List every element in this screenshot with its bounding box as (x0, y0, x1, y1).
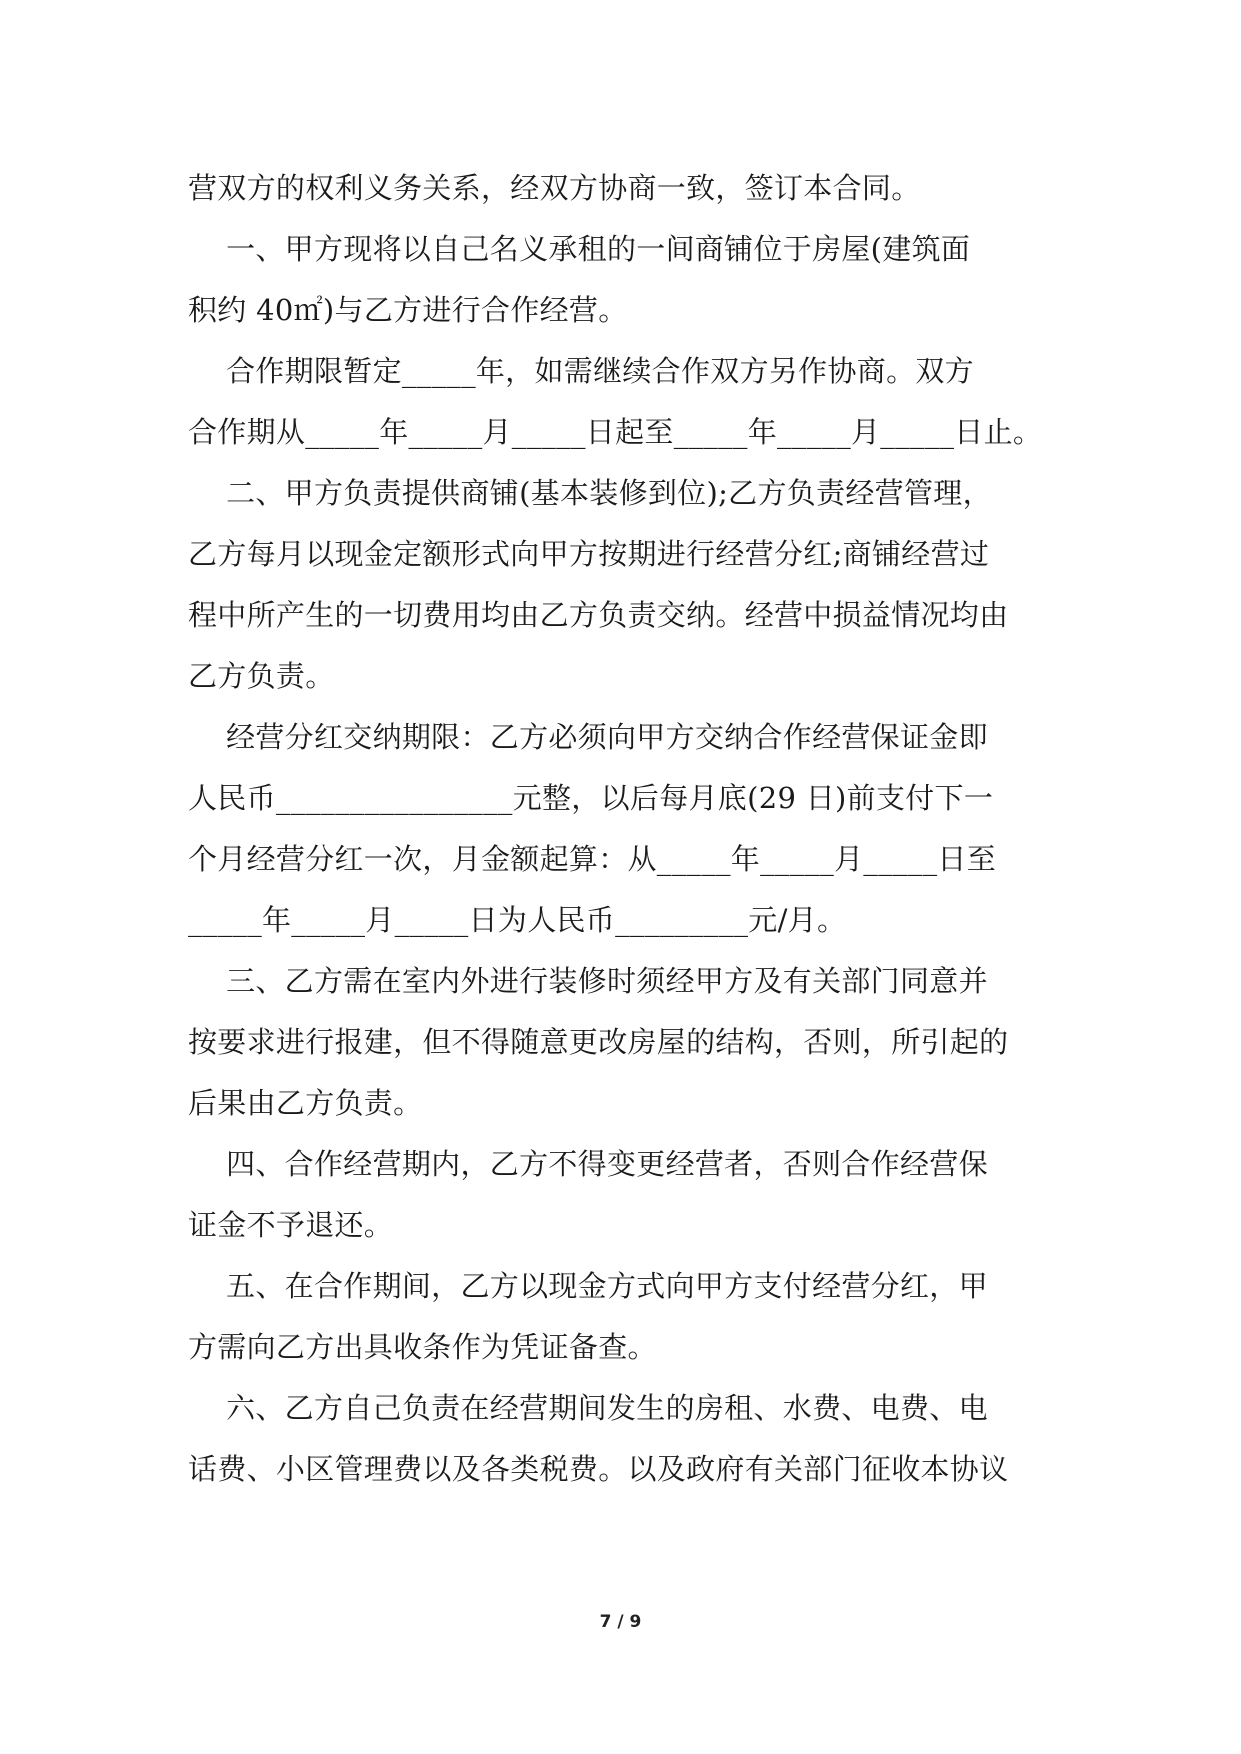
text-line: 经营分红交纳期限：乙方必须向甲方交纳合作经营保证金即 (188, 720, 988, 754)
text-line: 按要求进行报建，但不得随意更改房屋的结构，否则，所引起的 (188, 1025, 1009, 1059)
text-line: 一、甲方现将以自己名义承租的一间商铺位于房屋(建筑面 (188, 232, 971, 266)
text-line: 程中所产生的一切费用均由乙方负责交纳。经营中损益情况均由 (188, 598, 1009, 632)
text-line: 话费、小区管理费以及各类税费。以及政府有关部门征收本协议 (188, 1452, 1009, 1486)
page-number: 7 / 9 (599, 1612, 642, 1632)
text-line: 乙方负责。 (188, 659, 335, 693)
text-line: 个月经营分红一次，月金额起算：从_____年_____月_____日至 (188, 842, 997, 876)
text-line: _____年_____月_____日为人民币_________元/月。 (188, 903, 847, 937)
text-line: 四、合作经营期内，乙方不得变更经营者，否则合作经营保 (188, 1147, 988, 1181)
text-line: 方需向乙方出具收条作为凭证备查。 (188, 1330, 657, 1364)
text-line: 证金不予退还。 (188, 1208, 394, 1242)
text-line: 六、乙方自己负责在经营期间发生的房租、水费、电费、电 (188, 1391, 988, 1425)
text-line: 人民币________________元整，以后每月底(29 日)前支付下一 (188, 781, 994, 815)
text-line: 合作期从_____年_____月_____日起至_____年_____月_____日止。 (188, 415, 1043, 449)
document-body (188, 158, 1058, 1500)
text-line: 积约 40㎡)与乙方进行合作经营。 (188, 293, 628, 327)
text-line: 营双方的权利义务关系，经双方协商一致，签订本合同。 (188, 171, 921, 205)
text-line: 乙方每月以现金定额形式向甲方按期进行经营分红;商铺经营过 (188, 537, 990, 571)
text-line: 二、甲方负责提供商铺(基本装修到位);乙方负责经营管理， (188, 476, 992, 510)
text-line: 后果由乙方负责。 (188, 1086, 423, 1120)
text-line: 三、乙方需在室内外进行装修时须经甲方及有关部门同意并 (188, 964, 988, 998)
text-line: 合作期限暂定_____年，如需继续合作双方另作协商。双方 (188, 354, 974, 388)
text-line: 五、在合作期间，乙方以现金方式向甲方支付经营分红，甲 (188, 1269, 988, 1303)
